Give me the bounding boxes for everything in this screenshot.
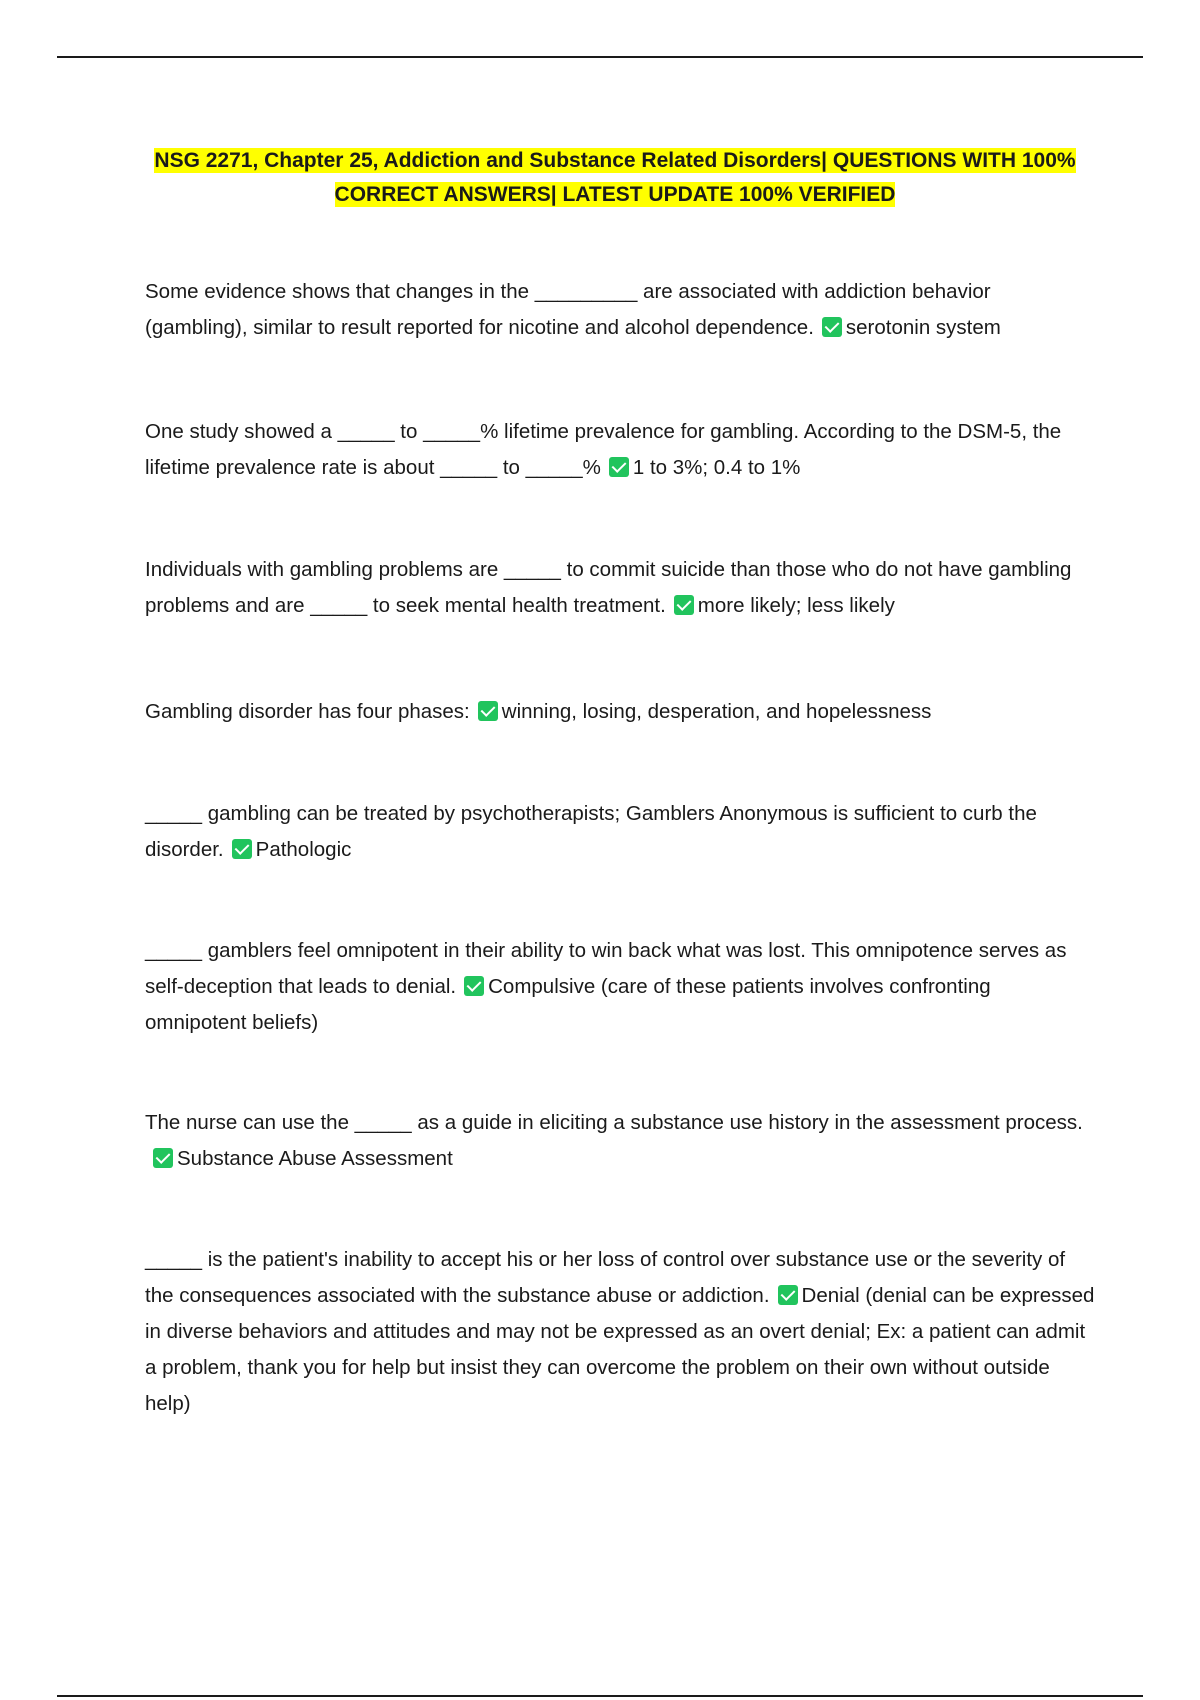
check-box-icon [609, 457, 629, 477]
qa-item-5 [145, 796, 1095, 868]
qa-item-1 [145, 274, 1095, 346]
qa-item-8 [145, 1242, 1101, 1422]
question-text: _____ gambling can be treated by psychotherapists; Gamblers Anonymous is sufficient to curb the disorder. [145, 802, 1043, 861]
check-box-icon [464, 976, 484, 996]
answer-text: Pathologic [255, 838, 352, 861]
answer-text: winning, losing, desperation, and hopelessness [501, 700, 932, 723]
check-box-icon [153, 1148, 173, 1168]
question-text: _____ gamblers feel omnipotent in their ability to win back what was lost. This omnipotence serves as self-deception that leads to denial. [145, 939, 1073, 998]
answer-text: serotonin system [845, 316, 1001, 339]
bottom-rule [57, 1695, 1143, 1697]
question-text: Individuals with gambling problems are _____ to commit suicide than those who do not have gambling problems and are _____ to seek mental health treatment. [145, 558, 1078, 617]
check-box-icon [822, 317, 842, 337]
qa-item-7 [145, 1105, 1095, 1177]
check-box-icon [778, 1285, 798, 1305]
answer-text: Denial (denial can be expressed in diverse behaviors and attitudes and may not be expressed as an overt denial; Ex: a patient can admit a problem, thank you for help but insist they can overcome the problem on their own without outside help) [145, 1284, 1101, 1415]
document-title [145, 144, 1085, 212]
answer-text: Substance Abuse Assessment [177, 1147, 453, 1170]
title-line-1: NSG 2271, Chapter 25, Addiction and Substance Related Disorders| QUESTIONS WITH 100% [154, 149, 1076, 172]
qa-item-6 [145, 933, 1095, 1041]
question-text: Some evidence shows that changes in the _________ are associated with addiction behavior (gambling), similar to result reported for nicotine and alcohol dependence. [145, 280, 997, 339]
qa-item-2 [145, 414, 1095, 486]
qa-item-4 [145, 694, 1095, 730]
answer-text: 1 to 3%; 0.4 to 1% [632, 456, 801, 479]
question-text: _____ is the patient's inability to accept his or her loss of control over substance use or the severity of the consequences associated with the substance abuse or addiction. [145, 1248, 1071, 1307]
qa-item-3 [145, 552, 1095, 624]
answer-text: Compulsive (care of these patients involves confronting omnipotent beliefs) [145, 975, 997, 1034]
top-rule [57, 56, 1143, 58]
question-text: Gambling disorder has four phases: [145, 700, 470, 723]
answer-text: more likely; less likely [697, 594, 895, 617]
check-box-icon [232, 839, 252, 859]
question-text: The nurse can use the _____ as a guide in eliciting a substance use history in the assessment process. [145, 1111, 1083, 1134]
check-box-icon [674, 595, 694, 615]
check-box-icon [478, 701, 498, 721]
question-text: One study showed a _____ to _____% lifetime prevalence for gambling. According to the DSM-5, the lifetime prevalence rate is about _____ to _____% [145, 420, 1067, 479]
title-line-2: CORRECT ANSWERS| LATEST UPDATE 100% VERIFIED [334, 183, 896, 206]
